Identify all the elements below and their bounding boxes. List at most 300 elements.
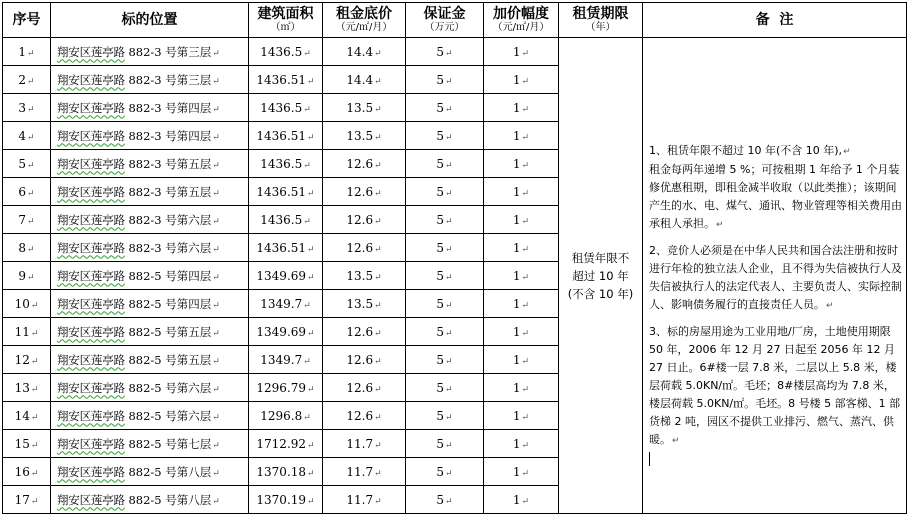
paragraph-mark-icon: ↵ [445,384,453,395]
paragraph-mark-icon: ↵ [212,160,220,171]
paragraph-mark-icon: ↵ [445,48,453,59]
header-term-unit: （年） [585,22,616,33]
paragraph-mark-icon: ↵ [307,440,315,451]
cell-price-text: 12.6 [346,156,374,171]
cell-area-text: 1436.5 [260,44,303,59]
paragraph-mark-icon: ↵ [521,468,530,479]
cell-price [323,94,406,122]
cell-seq-text: 5 [18,156,27,171]
cell-increment [484,234,559,262]
cell-price-text: 11.7 [346,492,374,507]
paragraph-mark-icon: ↵ [27,132,35,143]
lease-term-line: 租赁年限不 [571,250,630,265]
paragraph-mark-icon: ↵ [303,356,311,367]
table-row [3,38,907,66]
paragraph-mark-icon: ↵ [445,440,453,451]
paragraph-mark-icon: ↵ [27,48,35,59]
cell-deposit-text: 5 [436,492,445,507]
header-deposit-unit: （万元） [424,22,465,33]
cell-area-text: 1436.51 [256,184,307,199]
cell-deposit-text: 5 [436,268,445,283]
paragraph-mark-icon: ↵ [445,160,453,171]
cell-inc-text: 1 [512,324,521,339]
cell-seq-text: 6 [18,184,27,199]
remark-2 [649,242,902,315]
remark-1 [649,142,902,234]
cell-area-text: 1436.51 [256,240,307,255]
cell-increment [484,458,559,486]
cell-loc-text: 翔安区莲亭路 [57,156,125,171]
paragraph-mark-icon: ↵ [445,244,453,255]
remarks-cell [643,38,907,514]
paragraph-mark-icon: ↵ [212,104,220,115]
cell-inc-text: 1 [512,44,521,59]
cell-seq [3,458,51,486]
cell-seq-text: 15 [14,436,30,451]
paragraph-mark-icon: ↵ [521,440,530,451]
paragraph-mark-icon: ↵ [374,384,382,395]
paragraph-mark-icon: ↵ [307,272,315,283]
cell-location [51,486,249,514]
cell-tail-text: 882-3 号第五层 [124,184,212,199]
cell-inc-text: 1 [512,408,521,423]
cell-deposit [406,150,484,178]
cell-area [249,458,323,486]
cell-price-text: 13.5 [346,268,374,283]
cell-tail-text: 882-3 号第三层 [124,72,212,87]
cell-deposit-text: 5 [436,128,445,143]
cell-price-text: 13.5 [346,296,374,311]
paragraph-mark-icon: ↵ [521,384,530,395]
cell-deposit-text: 5 [436,72,445,87]
paragraph-mark-icon: ↵ [374,216,382,227]
cell-price [323,66,406,94]
paragraph-mark-icon: ↵ [303,300,311,311]
paragraph-mark-icon: ↵ [27,216,35,227]
cell-deposit [406,234,484,262]
cell-price [323,458,406,486]
paragraph-mark-icon: ↵ [521,132,530,143]
cell-deposit-text: 5 [436,296,445,311]
remark-1-body: 租金每两年递增 5 %；可按租期 1 年给予 1 个月装修优惠租期，即租金减半收取（以此类推）；该期间产生的水、电、煤气、通讯、物业管理等相关费用由承租人承担。 [649,162,902,230]
paragraph-mark-icon: ↵ [445,104,453,115]
header-term: 租赁期限 （年） [559,3,643,38]
cell-seq-text: 7 [18,212,27,227]
paragraph-mark-icon: ↵ [303,104,311,115]
cell-price [323,402,406,430]
cell-price [323,430,406,458]
paragraph-mark-icon: ↵ [374,160,382,171]
cell-seq-text: 16 [14,464,30,479]
paragraph-mark-icon: ↵ [374,104,382,115]
paragraph-mark-icon: ↵ [30,356,39,367]
paragraph-mark-icon: ↵ [445,412,453,423]
paragraph-mark-icon: ↵ [212,300,220,311]
paragraph-mark-icon: ↵ [307,328,315,339]
cell-seq [3,290,51,318]
cell-area-text: 1296.8 [260,408,303,423]
cell-location [51,430,249,458]
cell-tail-text: 882-5 号第五层 [124,352,212,367]
cell-price-text: 14.4 [346,44,374,59]
cell-location [51,346,249,374]
paragraph-mark-icon: ↵ [30,384,39,395]
cell-price-text: 11.7 [346,436,374,451]
cell-inc-text: 1 [512,296,521,311]
cell-area [249,94,323,122]
paragraph-mark-icon: ↵ [445,216,453,227]
cell-area [249,290,323,318]
cell-seq [3,122,51,150]
cell-area-text: 1436.5 [260,100,303,115]
paragraph-mark-icon: ↵ [445,468,453,479]
cell-price-text: 12.6 [346,240,374,255]
paragraph-mark-icon: ↵ [303,412,311,423]
cell-price [323,318,406,346]
cell-area [249,318,323,346]
cell-inc-text: 1 [512,436,521,451]
remark-2-text: 2、竞价人必须是在中华人民共和国合法注册和按时进行年检的独立法人企业，且不得为失信被执行人及失信被执行人的法定代表人、主要负责人、实际控制人、影响债务履行的直接责任人员。 [649,243,902,311]
paragraph-mark-icon: ↵ [27,244,35,255]
text-cursor[interactable] [649,450,902,468]
cell-tail-text: 882-5 号第八层 [124,492,212,507]
cell-tail-text: 882-5 号第六层 [124,380,212,395]
cell-loc-text: 翔安区莲亭路 [57,240,125,255]
paragraph-mark-icon: ↵ [212,356,220,367]
cell-deposit-text: 5 [436,324,445,339]
cell-increment [484,38,559,66]
paragraph-mark-icon: ↵ [374,244,382,255]
cell-price [323,262,406,290]
cell-seq-text: 8 [18,240,27,255]
cell-increment [484,402,559,430]
header-price: 租金底价 （元/㎡/月） [323,3,406,38]
cell-area-text: 1349.7 [260,296,303,311]
cell-deposit [406,38,484,66]
cell-location [51,206,249,234]
cell-deposit-text: 5 [436,408,445,423]
cell-loc-text: 翔安区莲亭路 [57,324,125,339]
header-price-unit: （元/㎡/月） [335,22,393,33]
cell-area [249,402,323,430]
paragraph-mark-icon: ↵ [30,300,39,311]
cell-deposit-text: 5 [436,100,445,115]
paragraph-mark-icon: ↵ [27,272,35,283]
paragraph-mark-icon: ↵ [521,160,530,171]
paragraph-mark-icon: ↵ [307,384,315,395]
remark-3 [649,323,902,450]
paragraph-mark-icon: ↵ [30,440,39,451]
paragraph-mark-icon: ↵ [212,468,220,479]
paragraph-mark-icon: ↵ [521,300,530,311]
cell-deposit [406,206,484,234]
cell-inc-text: 1 [512,352,521,367]
cell-tail-text: 882-5 号第四层 [124,268,212,283]
cell-location [51,318,249,346]
cell-area-text: 1296.79 [256,380,307,395]
cell-deposit [406,402,484,430]
cell-inc-text: 1 [512,380,521,395]
cell-deposit [406,94,484,122]
cell-area-text: 1349.69 [256,324,307,339]
lease-term-cell [559,38,643,514]
table-body [3,38,907,514]
cell-increment [484,346,559,374]
cell-deposit-text: 5 [436,380,445,395]
cell-location [51,122,249,150]
cell-price [323,206,406,234]
cell-seq [3,402,51,430]
cell-location [51,458,249,486]
header-increment: 加价幅度 （元/㎡/月） [484,3,559,38]
paragraph-mark-icon: ↵ [212,48,220,59]
paragraph-mark-icon: ↵ [374,272,382,283]
paragraph-mark-icon: ↵ [212,384,220,395]
cell-seq-text: 12 [14,352,30,367]
cell-price-text: 12.6 [346,380,374,395]
cell-price-text: 14.4 [346,72,374,87]
cell-loc-text: 翔安区莲亭路 [57,72,125,87]
paragraph-mark-icon: ↵ [374,440,382,451]
paragraph-mark-icon: ↵ [374,412,382,423]
cell-inc-text: 1 [512,240,521,255]
cell-location [51,234,249,262]
cell-seq [3,94,51,122]
cell-tail-text: 882-5 号第七层 [124,436,212,451]
cell-deposit-text: 5 [436,464,445,479]
cell-area [249,374,323,402]
cell-location [51,94,249,122]
header-row [3,3,907,38]
cell-tail-text: 882-3 号第四层 [124,100,212,115]
cell-seq [3,206,51,234]
cell-price [323,150,406,178]
cell-area-text: 1436.5 [260,156,303,171]
cell-price [323,346,406,374]
cell-deposit-text: 5 [436,212,445,227]
cell-deposit [406,262,484,290]
paragraph-mark-icon: ↵ [374,48,382,59]
cell-seq-text: 1 [18,44,27,59]
cell-inc-text: 1 [512,184,521,199]
cell-area-text: 1349.7 [260,352,303,367]
lease-term-line: (不含 10 年) [567,286,634,301]
cell-increment [484,178,559,206]
cell-loc-text: 翔安区莲亭路 [57,44,125,59]
paragraph-mark-icon: ↵ [445,188,453,199]
cell-increment [484,262,559,290]
cell-deposit-text: 5 [436,156,445,171]
cell-loc-text: 翔安区莲亭路 [57,100,125,115]
paragraph-mark-icon: ↵ [374,496,382,507]
paragraph-mark-icon: ↵ [212,132,220,143]
paragraph-mark-icon: ↵ [445,132,453,143]
paragraph-mark-icon: ↵ [374,356,382,367]
header-location: 标的位置 [51,3,249,38]
cell-increment [484,318,559,346]
cell-area-text: 1436.51 [256,72,307,87]
cell-tail-text: 882-3 号第四层 [124,128,212,143]
cell-tail-text: 882-3 号第六层 [124,240,212,255]
paragraph-mark-icon: ↵ [521,272,530,283]
paragraph-mark-icon: ↵ [374,468,382,479]
cell-inc-text: 1 [512,72,521,87]
paragraph-mark-icon: ↵ [716,219,724,230]
cell-area [249,150,323,178]
cell-inc-text: 1 [512,128,521,143]
paragraph-mark-icon: ↵ [374,76,382,87]
paragraph-mark-icon: ↵ [30,468,39,479]
cell-tail-text: 882-5 号第五层 [124,324,212,339]
cell-seq-text: 4 [18,128,27,143]
cell-increment [484,374,559,402]
cell-deposit-text: 5 [436,184,445,199]
paragraph-mark-icon: ↵ [307,76,315,87]
header-area-unit: （㎡） [270,22,301,33]
cell-area [249,122,323,150]
cell-increment [484,66,559,94]
cell-seq-text: 13 [14,380,30,395]
cell-increment [484,430,559,458]
paragraph-mark-icon: ↵ [374,132,382,143]
cell-area [249,486,323,514]
cell-seq-text: 9 [18,268,27,283]
cell-increment [484,290,559,318]
remark-3-text: 3、标的房屋用途为工业用地/厂房，土地使用期限 50 年，2006 年 12 月 27 日起至 2056 年 12 月 27 日止。6#楼一层 7.8 米，二层以上 5.8 米，楼层荷载 5.0KN/㎡。毛坯；8#楼层高均为 7.8 米，楼层荷载 5.0KN/㎡。毛坯。8 号楼 5 部客梯、1 部货梯 2 吨，园区不提供工业排污、燃气、蒸汽、供暖。 [649,324,901,446]
cell-location [51,38,249,66]
cell-seq-text: 14 [14,408,30,423]
cell-tail-text: 882-5 号第六层 [124,408,212,423]
paragraph-mark-icon: ↵ [307,244,315,255]
cell-deposit-text: 5 [436,240,445,255]
paragraph-mark-icon: ↵ [212,76,220,87]
cell-seq-text: 17 [14,492,30,507]
lease-term-line: 超过 10 年 [572,268,629,283]
paragraph-mark-icon: ↵ [303,160,311,171]
cell-tail-text: 882-3 号第三层 [124,44,212,59]
cell-seq [3,374,51,402]
cell-deposit-text: 5 [436,352,445,367]
paragraph-mark-icon: ↵ [843,146,851,157]
cell-location [51,66,249,94]
paragraph-mark-icon: ↵ [303,48,311,59]
cell-loc-text: 翔安区莲亭路 [57,184,125,199]
cell-price-text: 13.5 [346,128,374,143]
cell-seq [3,234,51,262]
cell-location [51,150,249,178]
paragraph-mark-icon: ↵ [27,76,35,87]
cell-inc-text: 1 [512,492,521,507]
paragraph-mark-icon: ↵ [212,496,220,507]
paragraph-mark-icon: ↵ [445,76,453,87]
cell-price-text: 12.6 [346,212,374,227]
cell-seq [3,318,51,346]
cell-seq-text: 10 [14,296,30,311]
cell-seq [3,430,51,458]
cell-seq [3,66,51,94]
auction-lot-table [2,2,907,514]
paragraph-mark-icon: ↵ [521,244,530,255]
paragraph-mark-icon: ↵ [521,328,530,339]
cell-loc-text: 翔安区莲亭路 [57,296,125,311]
cell-price [323,374,406,402]
paragraph-mark-icon: ↵ [307,188,315,199]
cell-price-text: 12.6 [346,324,374,339]
cell-tail-text: 882-5 号第八层 [124,464,212,479]
cell-location [51,402,249,430]
header-deposit: 保证金 （万元） [406,3,484,38]
cell-tail-text: 882-5 号第四层 [124,296,212,311]
cell-deposit [406,290,484,318]
paragraph-mark-icon: ↵ [521,356,530,367]
paragraph-mark-icon: ↵ [212,272,220,283]
cell-loc-text: 翔安区莲亭路 [57,464,125,479]
paragraph-mark-icon: ↵ [374,328,382,339]
paragraph-mark-icon: ↵ [212,328,220,339]
paragraph-mark-icon: ↵ [521,496,530,507]
paragraph-mark-icon: ↵ [212,188,220,199]
header-increment-unit: （元/㎡/月） [492,22,550,33]
paragraph-mark-icon: ↵ [521,188,530,199]
cell-deposit [406,458,484,486]
cell-increment [484,486,559,514]
cell-area [249,178,323,206]
header-seq: 序号 [3,3,51,38]
cell-price [323,178,406,206]
cell-area [249,206,323,234]
cell-deposit [406,374,484,402]
paragraph-mark-icon: ↵ [212,440,220,451]
cell-deposit-text: 5 [436,44,445,59]
cell-seq [3,150,51,178]
paragraph-mark-icon: ↵ [374,188,382,199]
cell-seq [3,262,51,290]
cell-location [51,178,249,206]
cell-area-text: 1436.5 [260,212,303,227]
cell-tail-text: 882-3 号第五层 [124,156,212,171]
paragraph-mark-icon: ↵ [445,272,453,283]
cell-inc-text: 1 [512,100,521,115]
paragraph-mark-icon: ↵ [30,496,39,507]
cell-seq [3,346,51,374]
cell-deposit [406,486,484,514]
cell-area [249,262,323,290]
paragraph-mark-icon: ↵ [30,412,39,423]
paragraph-mark-icon: ↵ [212,216,220,227]
cell-deposit-text: 5 [436,436,445,451]
cell-inc-text: 1 [512,464,521,479]
cell-area-text: 1349.69 [256,268,307,283]
cell-loc-text: 翔安区莲亭路 [57,408,125,423]
cell-tail-text: 882-3 号第六层 [124,212,212,227]
cell-seq [3,38,51,66]
cell-area-text: 1370.19 [256,492,307,507]
paragraph-mark-icon: ↵ [672,435,680,446]
cell-price-text: 12.6 [346,408,374,423]
cell-increment [484,94,559,122]
cell-area [249,38,323,66]
paragraph-mark-icon: ↵ [27,104,35,115]
cell-price [323,290,406,318]
paragraph-mark-icon: ↵ [445,300,453,311]
cell-deposit [406,318,484,346]
cell-price [323,122,406,150]
cell-loc-text: 翔安区莲亭路 [57,128,125,143]
cell-price-text: 12.6 [346,184,374,199]
paragraph-mark-icon: ↵ [826,300,834,311]
paragraph-mark-icon: ↵ [27,160,35,171]
cell-seq-text: 11 [14,324,30,339]
